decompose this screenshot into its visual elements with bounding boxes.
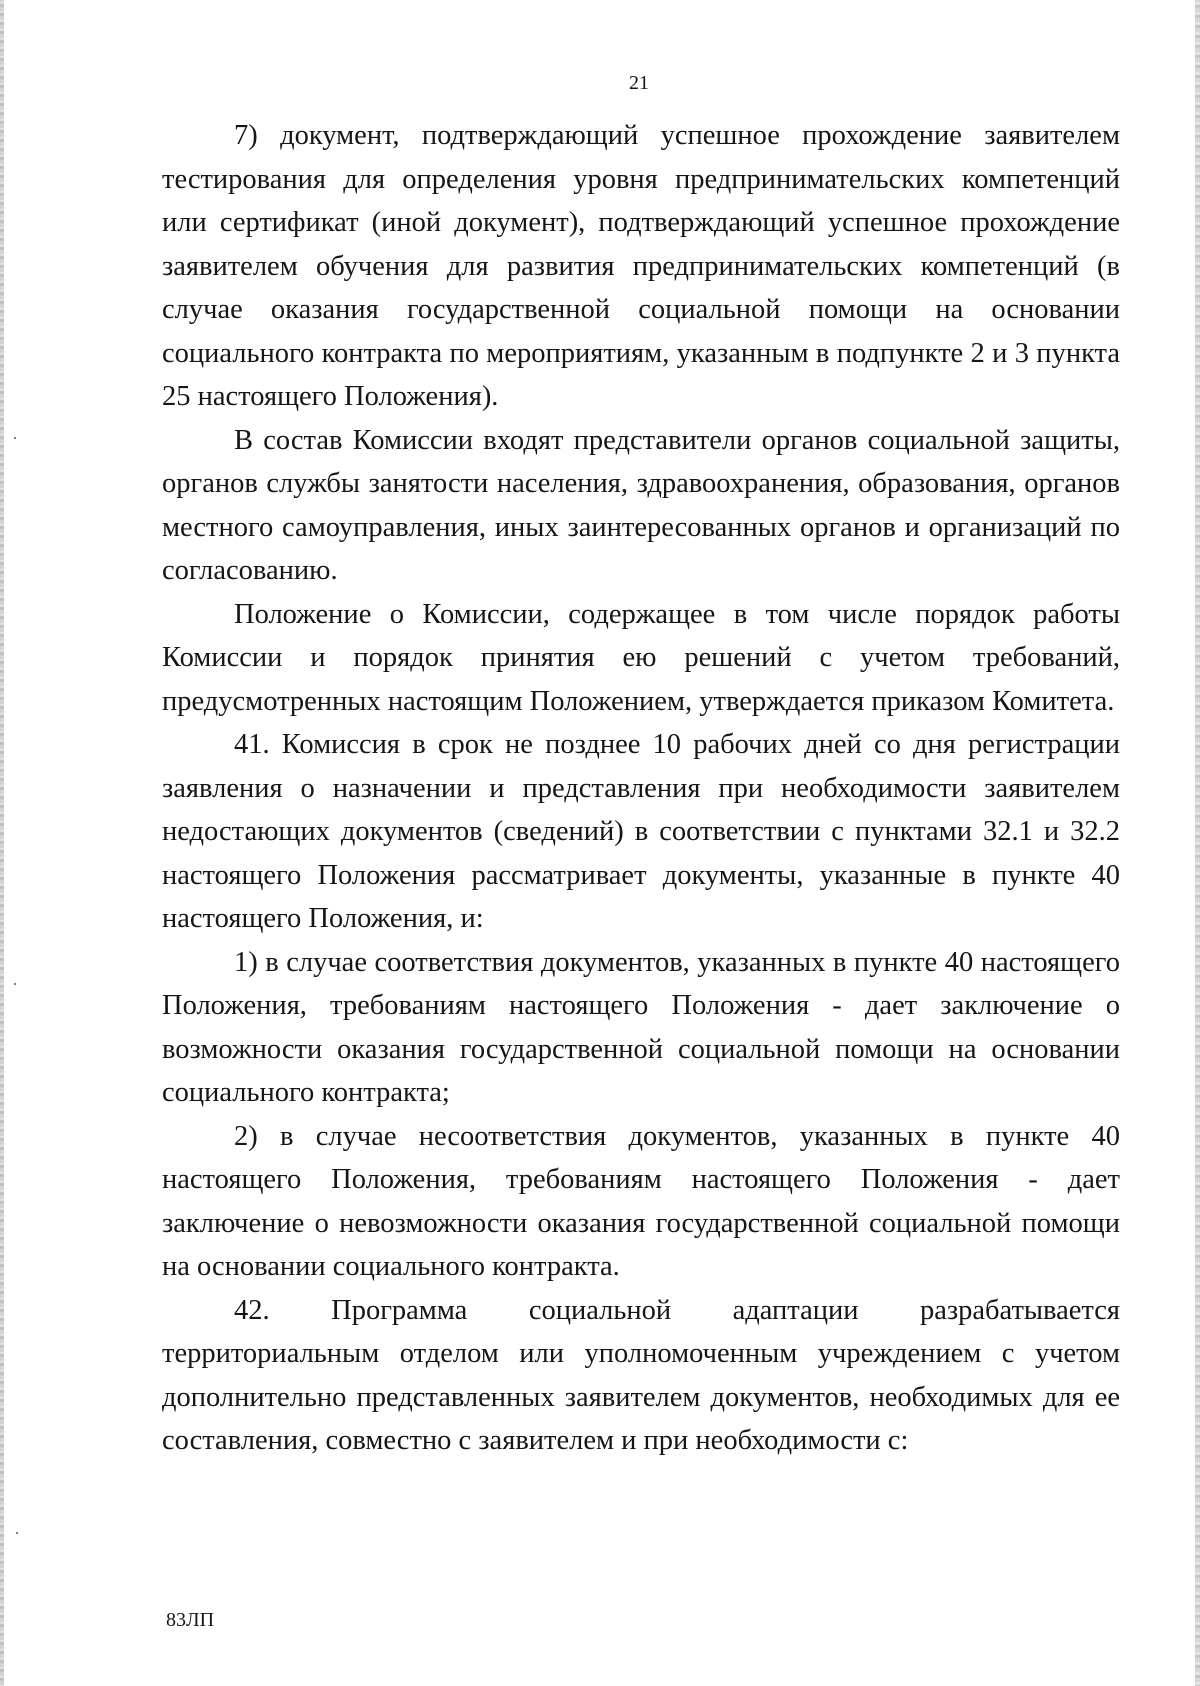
scan-speck bbox=[14, 983, 16, 985]
page-number: 21 bbox=[629, 72, 649, 94]
paragraph-commission-composition: В состав Комиссии входят представители органов социальной защиты, органов службы занятости населения, здравоохранения, образования, органов местного самоуправления, иных заинтересованных органов и организаций по согласованию. bbox=[162, 424, 1120, 586]
paragraph-41-subitem-2: 2) в случае несоответствия документов, указанных в пункте 40 настоящего Положения, требованиям настоящего Положения - дает заключение о невозможности оказания государственной социальной помощи на основании социального контракта. bbox=[162, 1120, 1120, 1282]
paragraph-commission-regulation: Положение о Комиссии, содержащее в том числе порядок работы Комиссии и порядок принятия ею решений с учетом требований, предусмотренных настоящим Положением, утверждается приказом Комитета. bbox=[162, 598, 1120, 717]
scan-speck bbox=[16, 1532, 18, 1534]
footer-document-code: 83ЛП bbox=[166, 1609, 215, 1631]
scan-edge-right bbox=[1195, 0, 1200, 1686]
paragraph-42: 42. Программа социальной адаптации разрабатывается территориальным отделом или уполномоченным учреждением с учетом дополнительно представленных заявителем документов, необходимых для ее составления, совместно с заявителем и при необходимости с: bbox=[162, 1294, 1120, 1456]
paragraph-41: 41. Комиссия в срок не позднее 10 рабочих дней со дня регистрации заявления о назначении и представления при необходимости заявителем недостающих документов (сведений) в соответствии с пунктами 32.1 и 32.2 настоящего Положения рассматривает документы, указанные в пункте 40 настоящего Положения, и: bbox=[162, 729, 1120, 934]
scan-speck bbox=[14, 437, 16, 439]
scan-edge-left bbox=[0, 0, 4, 1686]
paragraph-41-subitem-1: 1) в случае соответствия документов, указанных в пункте 40 настоящего Положения, требованиям настоящего Положения - дает заключение о возможности оказания государственной социальной помощи на основании социального контракта; bbox=[162, 946, 1120, 1108]
document-body bbox=[162, 114, 1120, 1463]
paragraph-item-7: 7) документ, подтверждающий успешное прохождение заявителем тестирования для определения уровня предпринимательских компетенций или сертификат (иной документ), подтверждающий успешное прохождение заявителем обучения для развития предпринимательских компетенций (в случае оказания государственной социальной помощи на основании социального контракта по мероприятиям, указанным в подпункте 2 и 3 пункта 25 настоящего Положения). bbox=[162, 120, 1120, 412]
